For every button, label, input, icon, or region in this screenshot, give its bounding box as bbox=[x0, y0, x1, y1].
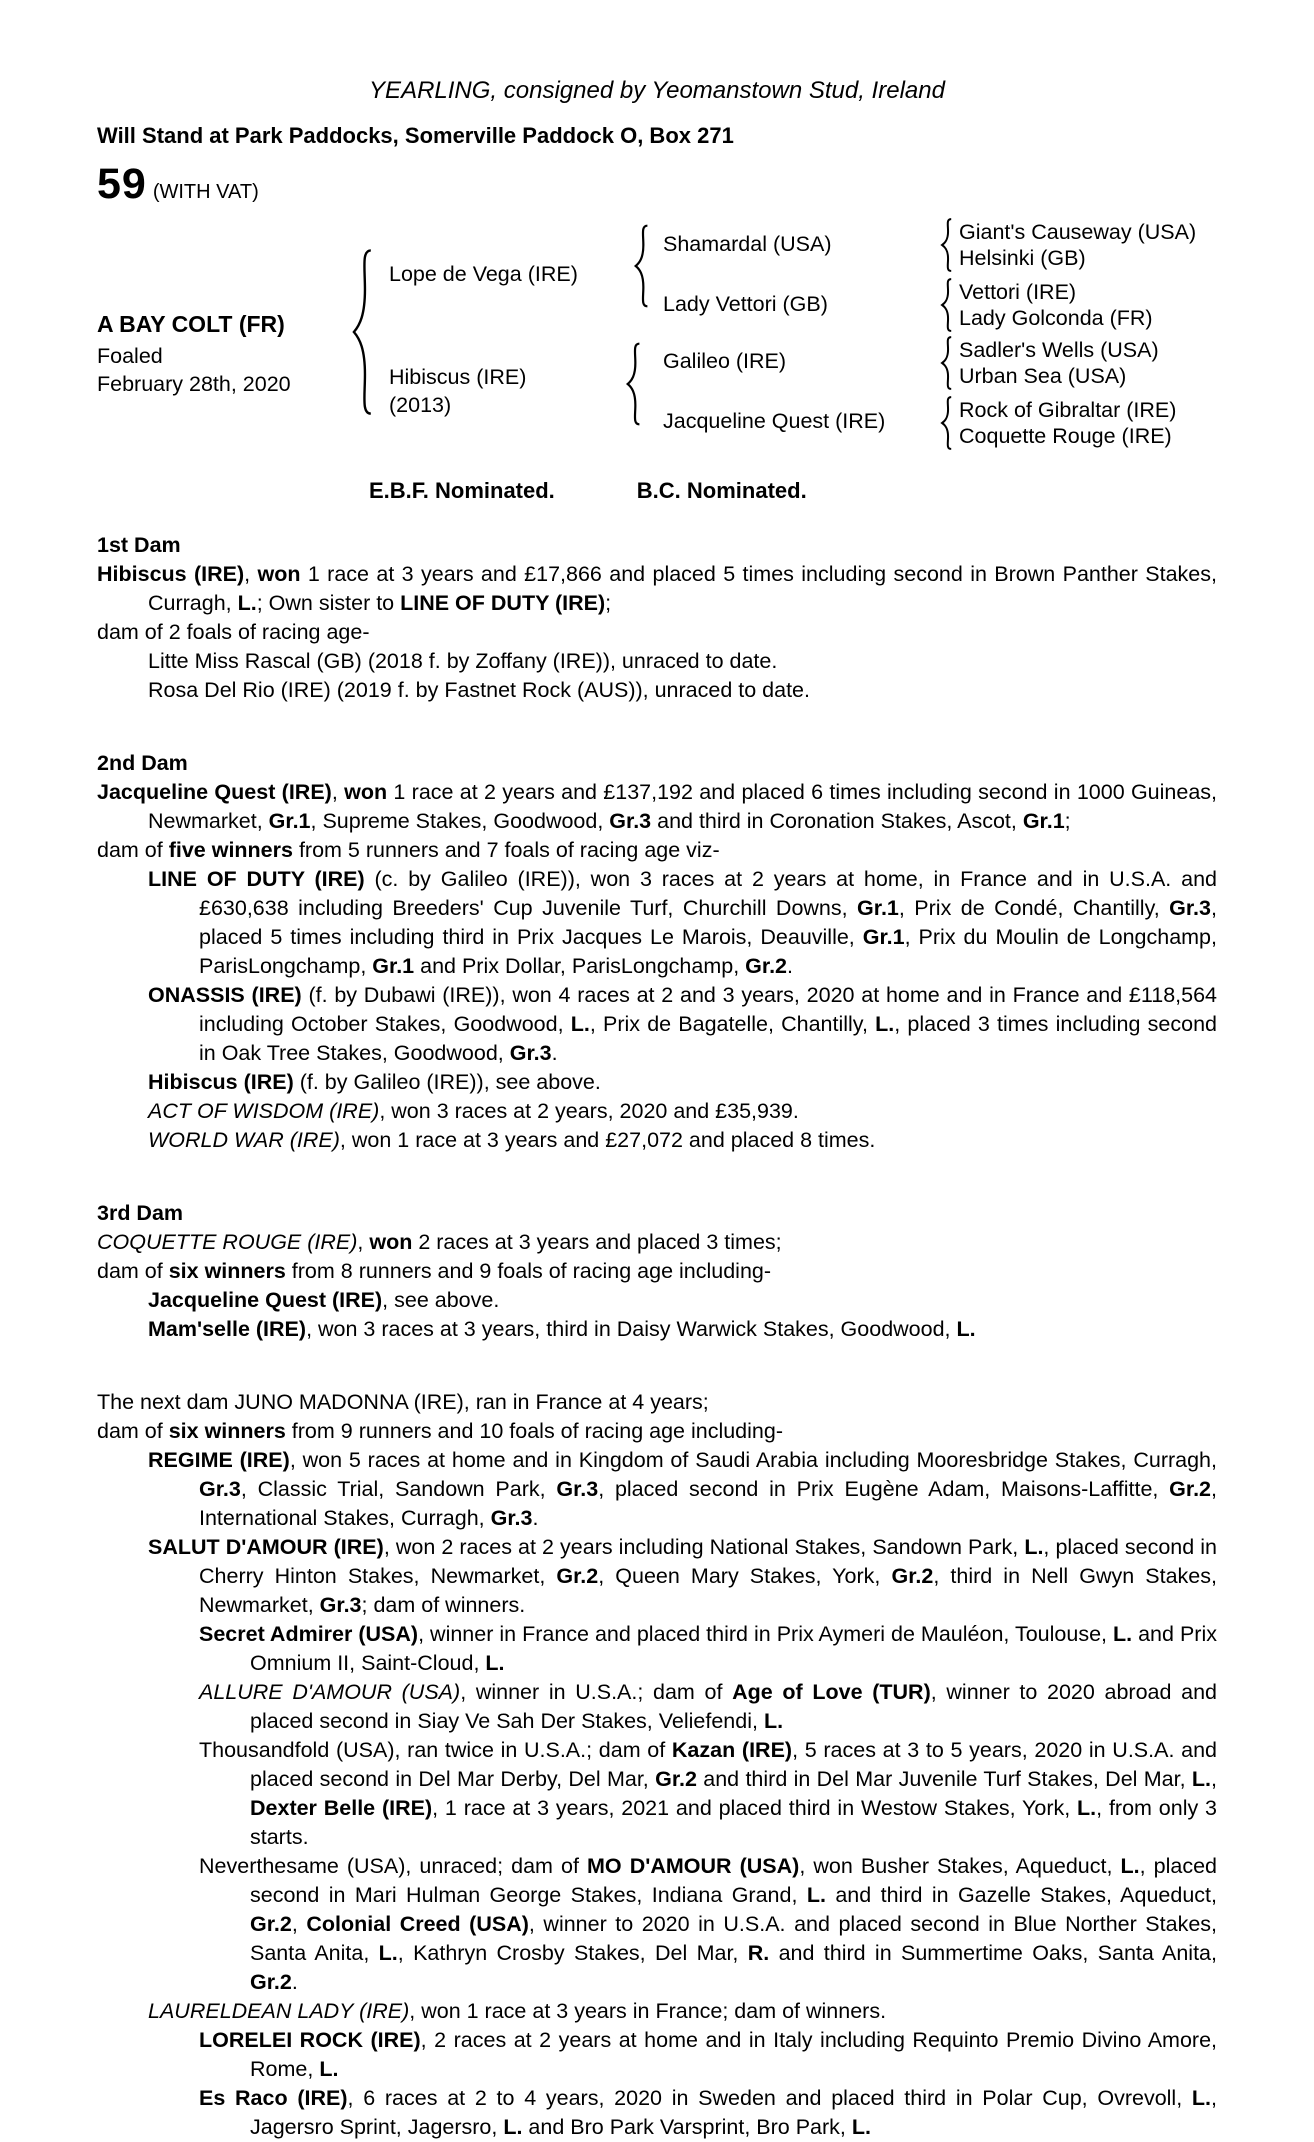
pedigree-tree bbox=[97, 160, 1217, 472]
catalogue-paragraph: REGIME (IRE), won 5 races at home and in Kingdom of Saudi Arabia including Mooresbridge Stakes, Curragh, Gr.3, Classic Trial, Sandown Park, Gr.3, placed second in Prix Eugène Adam, Maisons-Laffitte, Gr.2, International Stakes, Curragh, Gr.3. bbox=[148, 1448, 1217, 1530]
catalogue-paragraph: dam of six winners from 9 runners and 10 foals of racing age including- bbox=[97, 1419, 783, 1443]
catalogue-paragraph: Hibiscus (IRE) (f. by Galileo (IRE)), see above. bbox=[148, 1070, 601, 1094]
page-title: YEARLING, consigned by Yeomanstown Stud, Ireland bbox=[369, 77, 945, 104]
catalogue-paragraph: Jacqueline Quest (IRE), won 1 race at 2 years and £137,192 and placed 6 times including second in 1000 Guineas, Newmarket, Gr.1, Supreme Stakes, Goodwood, Gr.3 and third in Coronation Stakes, Ascot, Gr.1; bbox=[97, 780, 1218, 833]
lot-number: 59 bbox=[97, 160, 147, 208]
catalogue-paragraph: Rosa Del Rio (IRE) (2019 f. by Fastnet Rock (AUS)), unraced to date. bbox=[148, 678, 810, 702]
catalogue-paragraph: Jacqueline Quest (IRE), see above. bbox=[148, 1288, 500, 1312]
section-heading: 2nd Dam bbox=[97, 751, 188, 775]
lot-line bbox=[97, 160, 259, 208]
dam-section bbox=[97, 749, 1217, 1155]
ggp-brace-icon bbox=[940, 218, 954, 272]
catalogue-paragraph: The next dam JUNO MADONNA (IRE), ran in France at 4 years; bbox=[97, 1390, 709, 1414]
dam-section bbox=[97, 1388, 1217, 2142]
dam-dam-dam-name: Coquette Rouge (IRE) bbox=[959, 424, 1172, 448]
catalogue-paragraph: Mam'selle (IRE), won 3 races at 3 years, third in Daisy Warwick Stakes, Goodwood, L. bbox=[148, 1317, 976, 1341]
catalogue-paragraph: COQUETTE ROUGE (IRE), won 2 races at 3 years and placed 3 times; bbox=[97, 1230, 782, 1254]
catalogue-paragraph: LAURELDEAN LADY (IRE), won 1 race at 3 years in France; dam of winners. bbox=[148, 1999, 887, 2023]
catalogue-paragraph: ACT OF WISDOM (IRE), won 3 races at 2 years, 2020 and £35,939. bbox=[148, 1099, 799, 1123]
catalogue-paragraph: Litte Miss Rascal (GB) (2018 f. by Zoffany (IRE)), unraced to date. bbox=[148, 649, 778, 673]
pedigree-main-brace-icon bbox=[350, 247, 376, 417]
catalogue-paragraph: LINE OF DUTY (IRE) (c. by Galileo (IRE)), won 3 races at 2 years at home, in France and in U.S.A. and £630,638 including Breeders' Cup Juvenile Turf, Churchill Downs, Gr.1, Prix de Condé, Chantilly, Gr.3, placed 5 times including third in Prix Jacques Le Marois, Deauville, Gr.1, Prix du Moulin de Longchamp, ParisLongchamp, Gr.1 and Prix Dollar, ParisLongchamp, Gr.2. bbox=[148, 867, 1217, 978]
nominations-line bbox=[97, 476, 1217, 505]
catalogue-paragraph: dam of five winners from 5 runners and 7 foals of racing age viz- bbox=[97, 838, 720, 862]
catalogue-paragraph: Secret Admirer (USA), winner in France and placed third in Prix Aymeri de Mauléon, Toulouse, L. and Prix Omnium II, Saint-Cloud, L. bbox=[199, 1622, 1217, 1675]
vat-note: (WITH VAT) bbox=[152, 181, 259, 203]
dam-name: Hibiscus (IRE) bbox=[389, 365, 527, 389]
section-heading: 3rd Dam bbox=[97, 1201, 184, 1225]
foaled-date: February 28th, 2020 bbox=[97, 372, 291, 396]
catalogue-paragraph: SALUT D'AMOUR (IRE), won 2 races at 2 years including National Stakes, Sandown Park, L., placed second in Cherry Hinton Stakes, Newmarket, Gr.2, Queen Mary Stakes, York, Gr.2, third in Nell Gwyn Stakes, Newmarket, Gr.3; dam of winners. bbox=[148, 1535, 1218, 1617]
ggp-brace-icon bbox=[940, 336, 954, 390]
catalogue-paragraph: LORELEI ROCK (IRE), 2 races at 2 years at home and in Italy including Requinto Premio Divino Amore, Rome, L. bbox=[199, 2028, 1217, 2081]
sire-name: Lope de Vega (IRE) bbox=[389, 262, 578, 286]
ggp-brace-icon bbox=[940, 396, 954, 450]
dam-year: (2013) bbox=[389, 393, 452, 417]
catalogue-paragraph: Hibiscus (IRE), won 1 race at 3 years and £17,866 and placed 5 times including second in Brown Panther Stakes, Curragh, L.; Own sister to LINE OF DUTY (IRE); bbox=[97, 562, 1217, 615]
sire-sire-name: Shamardal (USA) bbox=[663, 232, 832, 256]
catalogue-paragraph: ONASSIS (IRE) (f. by Dubawi (IRE)), won 4 races at 2 and 3 years, 2020 at home and in France and £118,564 including October Stakes, Goodwood, L., Prix de Bagatelle, Chantilly, L., placed 3 times including second in Oak Tree Stakes, Goodwood, Gr.3. bbox=[148, 983, 1218, 1065]
catalogue-paragraph: ALLURE D'AMOUR (USA), winner in U.S.A.; dam of Age of Love (TUR), winner to 2020 abroad and placed second in Siay Ve Sah Der Stakes, Veliefendi, L. bbox=[199, 1680, 1217, 1733]
dam-sire-name: Galileo (IRE) bbox=[663, 349, 787, 373]
stand-location-line: Will Stand at Park Paddocks, Somerville Paddock O, Box 271 bbox=[97, 123, 734, 148]
sire-dam-sire-name: Vettori (IRE) bbox=[959, 280, 1077, 304]
bc-nomination: B.C. Nominated. bbox=[636, 478, 807, 503]
dam-dam-name: Jacqueline Quest (IRE) bbox=[663, 409, 886, 433]
dam-sire-dam-name: Urban Sea (USA) bbox=[959, 364, 1127, 388]
dam-sire-sire-name: Sadler's Wells (USA) bbox=[959, 338, 1159, 362]
catalogue-paragraph: Thousandfold (USA), ran twice in U.S.A.; dam of Kazan (IRE), 5 races at 3 to 5 years, 2020 in U.S.A. and placed second in Del Mar Derby, Del Mar, Gr.2 and third in Del Mar Juvenile Turf Stakes, Del Mar, L., Dexter Belle (IRE), 1 race at 3 years, 2021 and placed third in Westow Stakes, York, L., from only 3 starts. bbox=[199, 1738, 1217, 1849]
catalogue-paragraph: dam of 2 foals of racing age- bbox=[97, 620, 370, 644]
sire-sire-dam-name: Helsinki (GB) bbox=[959, 246, 1086, 270]
catalogue-paragraph: dam of six winners from 8 runners and 9 foals of racing age including- bbox=[97, 1259, 772, 1283]
catalogue-sections bbox=[97, 531, 1217, 2142]
sire-dam-dam-name: Lady Golconda (FR) bbox=[959, 306, 1153, 330]
colt-description: A BAY COLT (FR) bbox=[97, 311, 285, 337]
dam-section bbox=[97, 531, 1217, 705]
ggp-brace-icon bbox=[940, 278, 954, 332]
dam-dam-sire-name: Rock of Gibraltar (IRE) bbox=[959, 398, 1177, 422]
sire-brace-icon bbox=[633, 224, 651, 308]
dam-section bbox=[97, 1199, 1217, 1344]
catalogue-paragraph: Es Raco (IRE), 6 races at 2 to 4 years, 2020 in Sweden and placed third in Polar Cup, Ovrevoll, L., Jagersro Sprint, Jagersro, L. and Bro Park Varsprint, Bro Park, L. bbox=[199, 2086, 1218, 2139]
catalogue-paragraph: WORLD WAR (IRE), won 1 race at 3 years and £27,072 and placed 8 times. bbox=[148, 1128, 876, 1152]
catalogue-paragraph: Neverthesame (USA), unraced; dam of MO D'AMOUR (USA), won Busher Stakes, Aqueduct, L., placed second in Mari Hulman George Stakes, Indiana Grand, L. and third in Gazelle Stakes, Aqueduct, Gr.2, Colonial Creed (USA), winner to 2020 in U.S.A. and placed second in Blue Norther Stakes, Santa Anita, L., Kathryn Crosby Stakes, Del Mar, R. and third in Summertime Oaks, Santa Anita, Gr.2. bbox=[199, 1854, 1218, 1994]
sire-dam-name: Lady Vettori (GB) bbox=[663, 292, 828, 316]
dam-brace-icon bbox=[625, 342, 643, 426]
ebf-nomination: E.B.F. Nominated. bbox=[369, 478, 555, 503]
section-heading: 1st Dam bbox=[97, 533, 181, 557]
sire-sire-sire-name: Giant's Causeway (USA) bbox=[959, 220, 1197, 244]
foaled-label: Foaled bbox=[97, 344, 163, 368]
